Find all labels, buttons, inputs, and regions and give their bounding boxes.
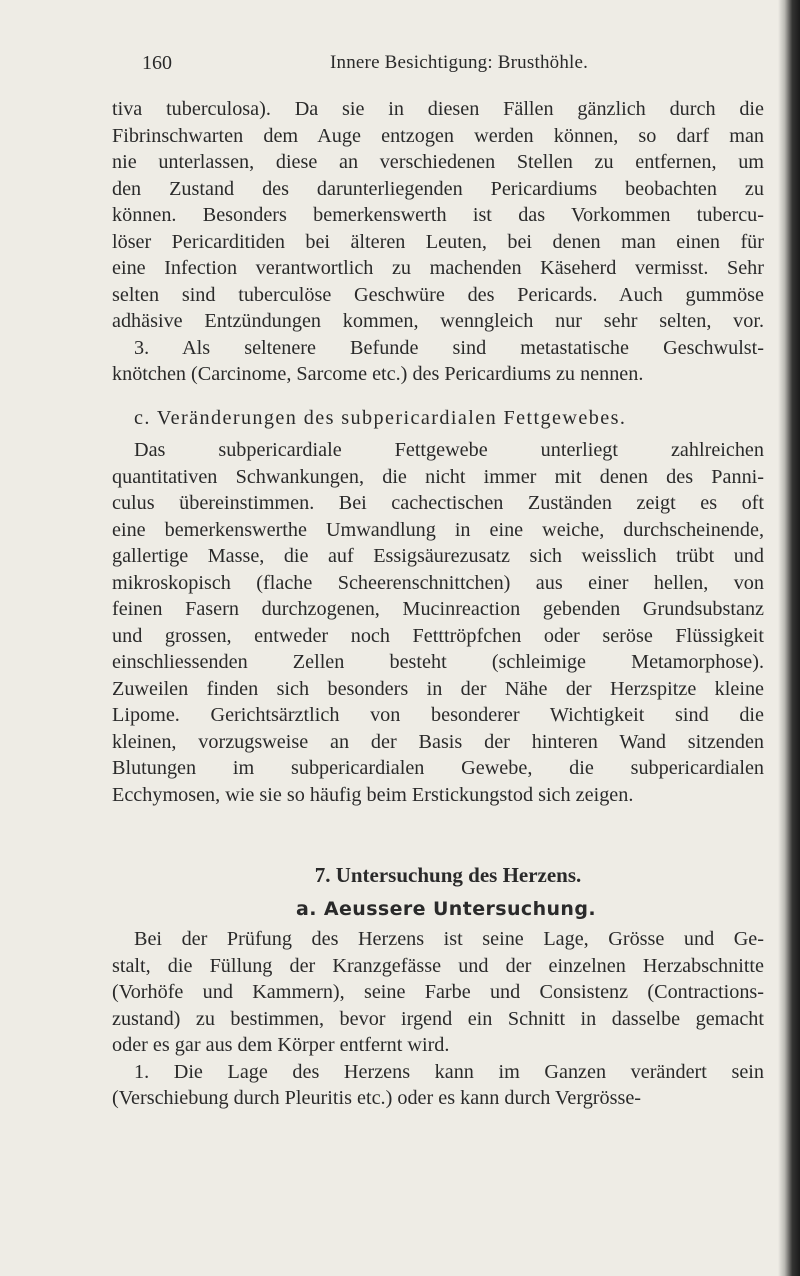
section-heading-7: 7. Untersuchung des Herzens. (314, 863, 582, 887)
page-number: 160 (142, 52, 172, 74)
text-line: einschliessenden Zellen besteht (schleimige Metamorphose). (112, 651, 764, 673)
text-line: oder es gar aus dem Körper entfernt wird. (112, 1034, 450, 1056)
text-line: (Vorhöfe und Kammern), seine Farbe und Consistenz (Contractions- (112, 981, 764, 1003)
paragraph-gap (112, 388, 764, 405)
text-line: Ecchymosen, wie sie so häufig beim Erstickungstod sich zeigen. (112, 783, 634, 806)
text-line: den Zustand des darunterliegenden Pericardiums beobachten zu (112, 177, 764, 200)
text-line: 3. Als seltenere Befunde sind metastatische Geschwulst- (134, 336, 764, 359)
text-line: Bei der Prüfung des Herzens ist seine Lage, Grösse und Ge- (134, 928, 764, 950)
text-line: zustand) zu bestimmen, bevor irgend ein Schnitt in dasselbe gemacht (112, 1007, 764, 1030)
text-line: eine Infection verantwortlich zu machenden Käseherd vermisst. Sehr (112, 257, 764, 279)
text-line: tiva tuberculosa). Da sie in diesen Fällen gänzlich durch die (112, 98, 764, 120)
text-line: 1. Die Lage des Herzens kann im Ganzen verändert sein (134, 1060, 764, 1083)
text-line: kleinen, vorzugsweise an der Basis der hinteren Wand sitzenden (112, 730, 764, 753)
text-line: können. Besonders bemerkenswerth ist das Vorkommen tubercu- (112, 204, 764, 226)
text-line: Lipome. Gerichtsärztlich von besonderer Wichtigkeit sind die (112, 704, 764, 726)
running-header (0, 52, 800, 82)
text-line: adhäsive Entzündungen kommen, wenngleich nur sehr selten, vor. (112, 310, 764, 332)
text-line: culus übereinstimmen. Bei cachectischen Zuständen zeigt es oft (112, 492, 764, 514)
subsection-heading-a: a. Aeussere Untersuchung. (296, 898, 596, 920)
text-line: Fibrinschwarten dem Auge entzogen werden können, so darf man (112, 124, 764, 147)
text-line: Zuweilen finden sich besonders in der Nähe der Herzspitze kleine (112, 677, 764, 700)
text-line: Blutungen im subpericardialen Gewebe, die subpericardialen (112, 757, 764, 779)
text-line: knötchen (Carcinome, Sarcome etc.) des Pericardiums zu nennen. (112, 363, 644, 385)
text-line: und grossen, entweder noch Fetttröpfchen oder seröse Flüssigkeit (112, 624, 764, 647)
text-line: löser Pericarditiden bei älteren Leuten, bei denen man einen für (112, 230, 764, 253)
text-line: mikroskopisch (flache Scheerenschnittchen) aus einer hellen, von (112, 571, 764, 594)
section-heading-c: c. Veränderungen des subpericardialen Fettgewebes. (134, 406, 627, 429)
text-line: Das subpericardiale Fettgewebe unterliegt zahlreichen (134, 439, 764, 461)
text-line: eine bemerkenswerthe Umwandlung in eine weiche, durchscheinende, (112, 518, 764, 541)
running-title: Innere Besichtigung: Brusthöhle. (330, 52, 589, 73)
page-edge-shadow (778, 0, 800, 1276)
text-line: gallertige Masse, die auf Essigsäurezusatz sich weisslich trübt und (112, 545, 764, 567)
text-line: (Verschiebung durch Pleuritis etc.) oder es kann durch Vergrösse- (112, 1087, 642, 1109)
section-gap (112, 808, 764, 858)
text-line: stalt, die Füllung der Kranzgefässe und der einzelnen Herzabschnitte (112, 954, 764, 977)
text-line: nie unterlassen, diese an verschiedenen Stellen zu entfernen, um (112, 151, 764, 173)
text-line: selten sind tuberculöse Geschwüre des Pericards. Auch gummöse (112, 283, 764, 306)
body-text (112, 96, 764, 1112)
text-line: quantitativen Schwankungen, die nicht immer mit denen des Panni- (112, 465, 764, 488)
text-line: feinen Fasern durchzogenen, Mucinreaction gebenden Grundsubstanz (112, 598, 764, 620)
